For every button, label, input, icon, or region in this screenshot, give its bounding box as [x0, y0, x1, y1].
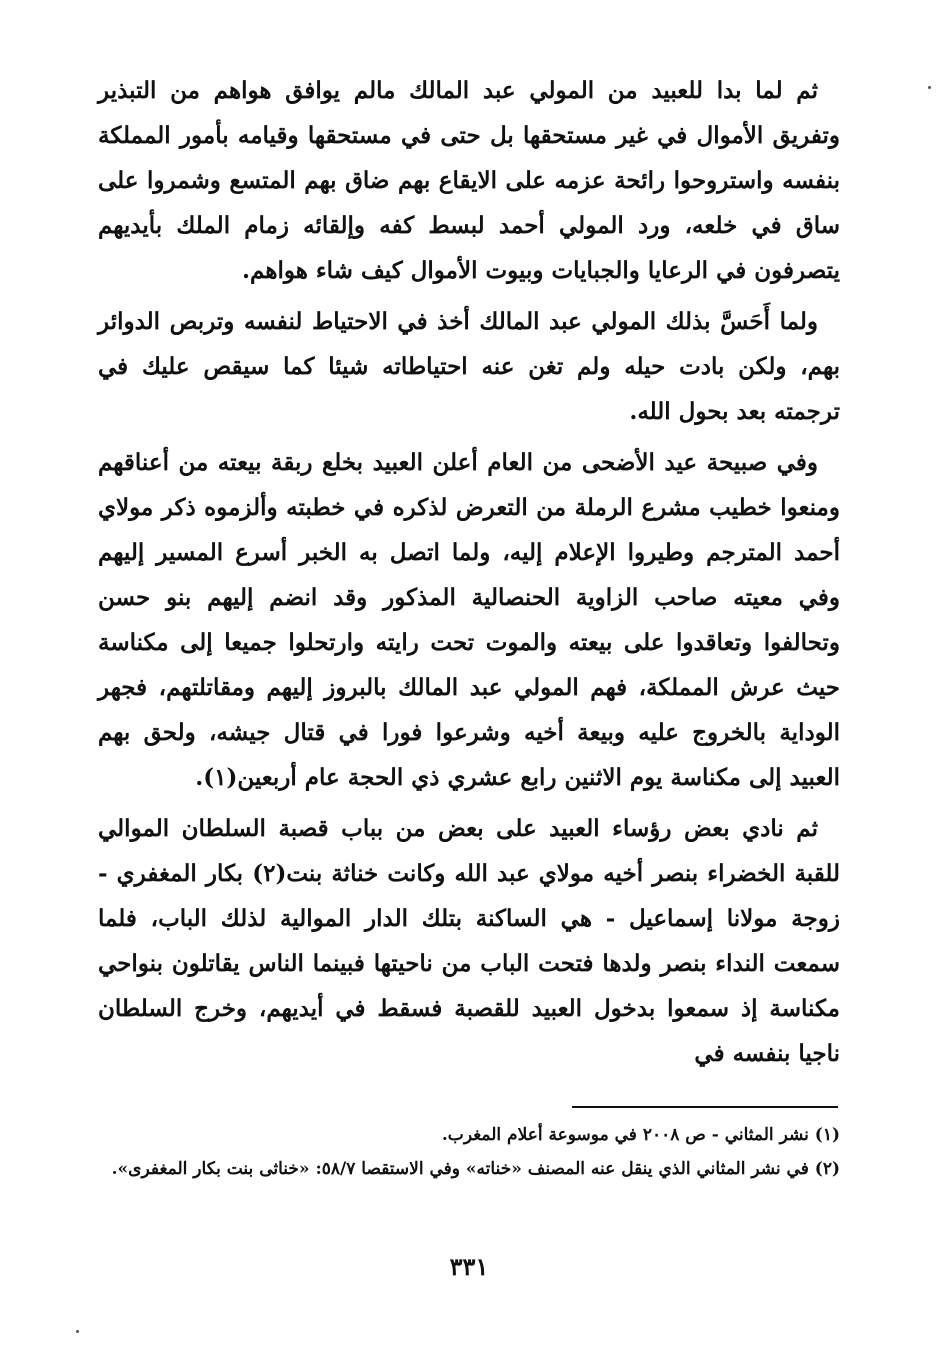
page-number: ٣٣١ [449, 1252, 489, 1281]
paragraph-2 [98, 299, 840, 434]
scan-speck [76, 1330, 79, 1333]
paragraph-2-text: ولما أَحَسَّ بذلك المولي عبد المالك أخذ في الاحتياط لنفسه وتربص الدوائر بهم، ولكن بادت حيله ولم تغن عنه احتياطاته شيئا كما سيقص عليك في ترجمته بعد بحول الله. [98, 308, 840, 425]
footnote-2: (٢) في نشر المثاني الذي ينقل عنه المصنف «خناته» وفي الاستقصا ٥٨/٧: «خناثى بنت بكار المغفرى». [111, 1159, 840, 1179]
paragraph-3-text: وفي صبيحة عيد الأضحى من العام أعلن العبيد بخلع ربقة بيعته من أعناقهم ومنعوا خطيب مشرع الرملة من التعرض لذكره في خطبته وألزموه ذكر مولاي أحمد المترجم وطيروا الإعلام إليه، ولما اتصل به الخبر أسرع المسير إليهم وفي معيته صاحب الزاوية الحنصالية المذكور وقد انضم إليهم بنو حسن وتحالفوا وتعاقدوا على بيعته والموت تحت رايته وارتحلوا جميعا إلى مكناسة حيث عرش المملكة، فهم المولي عبد المالك بالبروز إليهم ومقاتلتهم، فجهر الوداية بالخروج عليه وبيعة أخيه وشرعوا فورا في قتال جيشه، ولحق بهم العبيد إلى مكناسة يوم الاثنين رابع عشري ذي الحجة عام أربعين(١). [98, 449, 840, 791]
paragraph-3 [98, 440, 840, 800]
paragraph-4 [98, 806, 840, 1076]
main-text [98, 68, 840, 1082]
paragraph-1-text: ثم لما بدا للعبيد من المولي عبد المالك مالم يوافق هواهم من التبذير وتفريق الأموال في غير مستحقها بل حتى في مستحقها وقيامه بأمور المملكة بنفسه واستروحوا رائحة عزمه على الايقاع بهم ضاق بهم المتسع وشمروا على ساق في خلعه، ورد المولي أحمد لبسط كفه وإلقائه زمام الملك بأيديهم يتصرفون في الرعايا والجبايات وبيوت الأموال كيف شاء هواهم. [98, 77, 840, 284]
paragraph-1 [98, 68, 840, 293]
footnote-1: (١) نشر المثاني - ص ٢٠٠٨ في موسوعة أعلام المغرب. [441, 1125, 840, 1145]
paragraph-4-text: ثم نادي بعض رؤساء العبيد على بعض من بباب قصبة السلطان الموالي للقبة الخضراء بنصر أخيه مولاي عبد الله وكانت خناثة بنت(٢) بكار المغفري - زوجة مولانا إسماعيل - هي الساكنة بتلك الدار الموالية لذلك الباب، فلما سمعت النداء بنصر ولدها فتحت الباب من ناحيتها فبينما الناس يقاتلون بنواحي مكناسة إذ سمعوا بدخول العبيد للقصبة فسقط في أيديهم، وخرج السلطان ناجيا بنفسه في [98, 815, 840, 1067]
footnotes [98, 1118, 840, 1186]
scan-speck [928, 86, 931, 89]
footnote-divider [572, 1106, 838, 1108]
